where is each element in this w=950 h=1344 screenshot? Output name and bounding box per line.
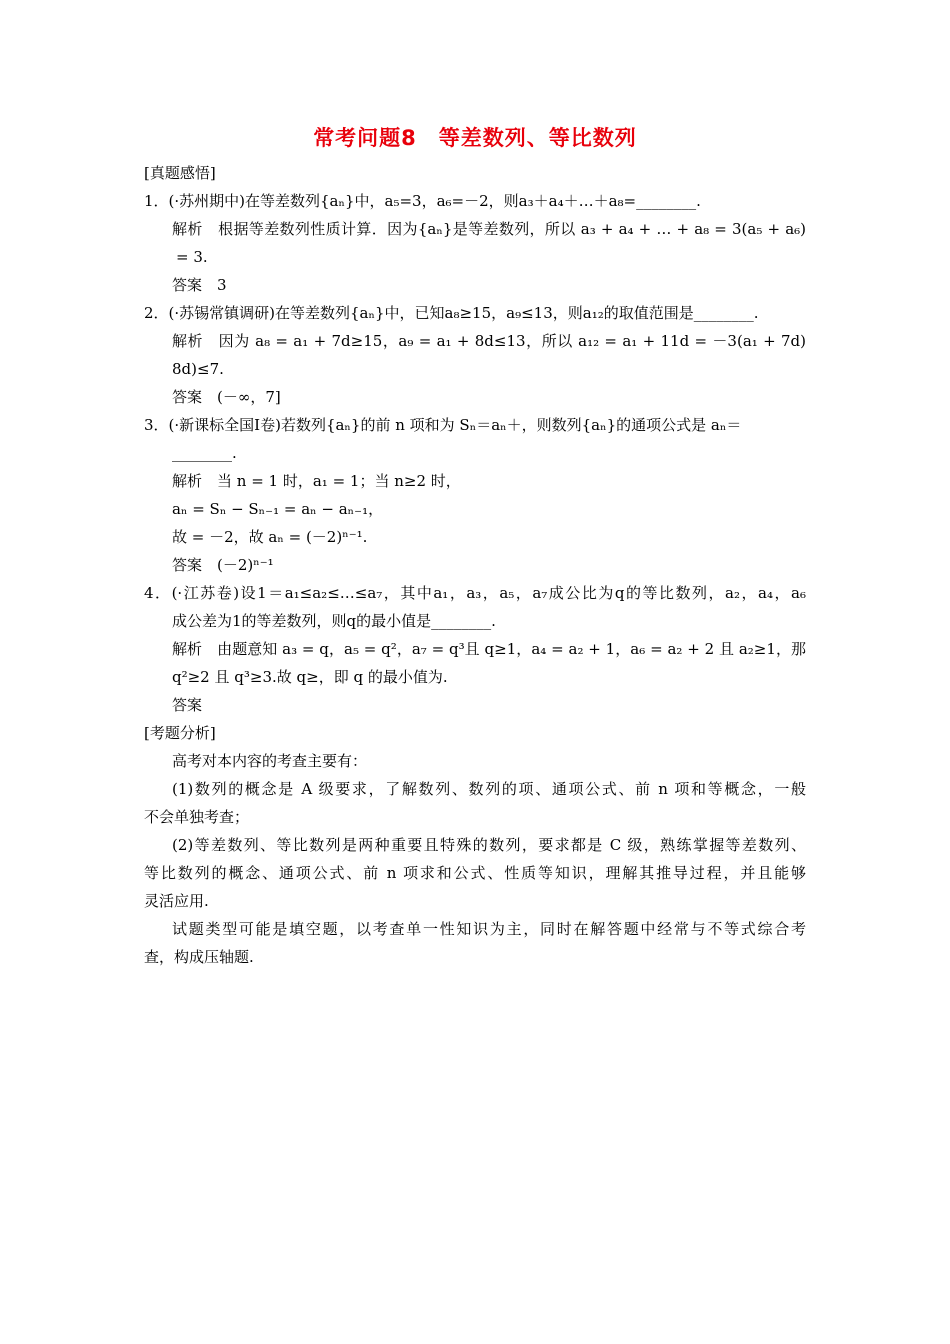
text-line: 答案 (－2)ⁿ⁻¹ <box>172 556 274 574</box>
text-line: (2)等差数列、等比数列是两种重要且特殊的数列，要求都是 C 级，熟练掌握等差数列、 <box>172 836 806 854</box>
text-line: 答案 (－∞，7] <box>172 388 281 406</box>
text-line: [真题感悟] <box>144 164 216 182</box>
text-line: 答案 3 <box>172 276 227 294</box>
text-line: 查，构成压轴题. <box>144 948 254 966</box>
text-line: 不会单独考查； <box>144 808 250 826</box>
text-line: ________. <box>172 444 237 462</box>
text-line: 灵活应用. <box>144 892 209 910</box>
text-line: = 3. <box>176 248 208 266</box>
text-line: 试题类型可能是填空题，以考查单一性知识为主，同时在解答题中经常与不等式综合考 <box>172 920 806 938</box>
page-title: 常考问题8 等差数列、等比数列 <box>313 126 637 150</box>
text-line: 4．(·江苏卷)设1＝a₁≤a₂≤…≤a₇，其中a₁，a₃，a₅，a₇成公比为q的等比数列，a₂，a₄，a₆ <box>144 584 806 602</box>
text-line: 2．(·苏锡常镇调研)在等差数列{aₙ}中，已知a₈≥15，a₉≤13，则a₁₂的取值范围是________. <box>144 304 759 322</box>
text-line: 等比数列的概念、通项公式、前 n 项求和公式、性质等知识，理解其推导过程，并且能够 <box>144 864 806 882</box>
text-line: aₙ = Sₙ − Sₙ₋₁ = aₙ − aₙ₋₁， <box>172 500 384 518</box>
text-line: (1)数列的概念是 A 级要求，了解数列、数列的项、通项公式、前 n 项和等概念，一般 <box>172 780 806 798</box>
text-line: 答案 <box>172 696 203 714</box>
text-line: [考题分析] <box>144 724 216 742</box>
text-line: 1．(·苏州期中)在等差数列{aₙ}中，a₅=3，a₆=－2，则a₃＋a₄＋…＋a₈=________. <box>144 192 701 210</box>
text-line: 解析 根据等差数列性质计算．因为{aₙ}是等差数列，所以 a₃ + a₄ + … + a₈ = 3(a₅ + a₆) <box>172 220 806 238</box>
text-line: q²≥2 且 q³≥3.故 q≥，即 q 的最小值为. <box>172 668 448 686</box>
text-line: 解析 因为 a₈ = a₁ + 7d≥15，a₉ = a₁ + 8d≤13，所以 a₁₂ = a₁ + 11d = －3(a₁ + 7d) <box>172 332 806 350</box>
text-line: 解析 由题意知 a₃ = q，a₅ = q²，a₇ = q³且 q≥1，a₄ = a₂ + 1，a₆ = a₂ + 2 且 a₂≥1，那 <box>172 640 806 658</box>
text-line: 8d)≤7. <box>172 360 224 378</box>
text-line: 高考对本内容的考查主要有： <box>172 752 368 770</box>
text-line: 成公差为1的等差数列，则q的最小值是________. <box>172 612 496 630</box>
text-line: 故 = －2，故 aₙ = (－2)ⁿ⁻¹. <box>172 528 368 546</box>
text-line: 3．(·新课标全国Ⅰ卷)若数列{aₙ}的前 n 项和为 Sₙ＝aₙ＋，则数列{aₙ}的通项公式是 aₙ＝ <box>144 416 742 434</box>
text-line: 解析 当 n = 1 时，a₁ = 1；当 n≥2 时， <box>172 472 461 490</box>
